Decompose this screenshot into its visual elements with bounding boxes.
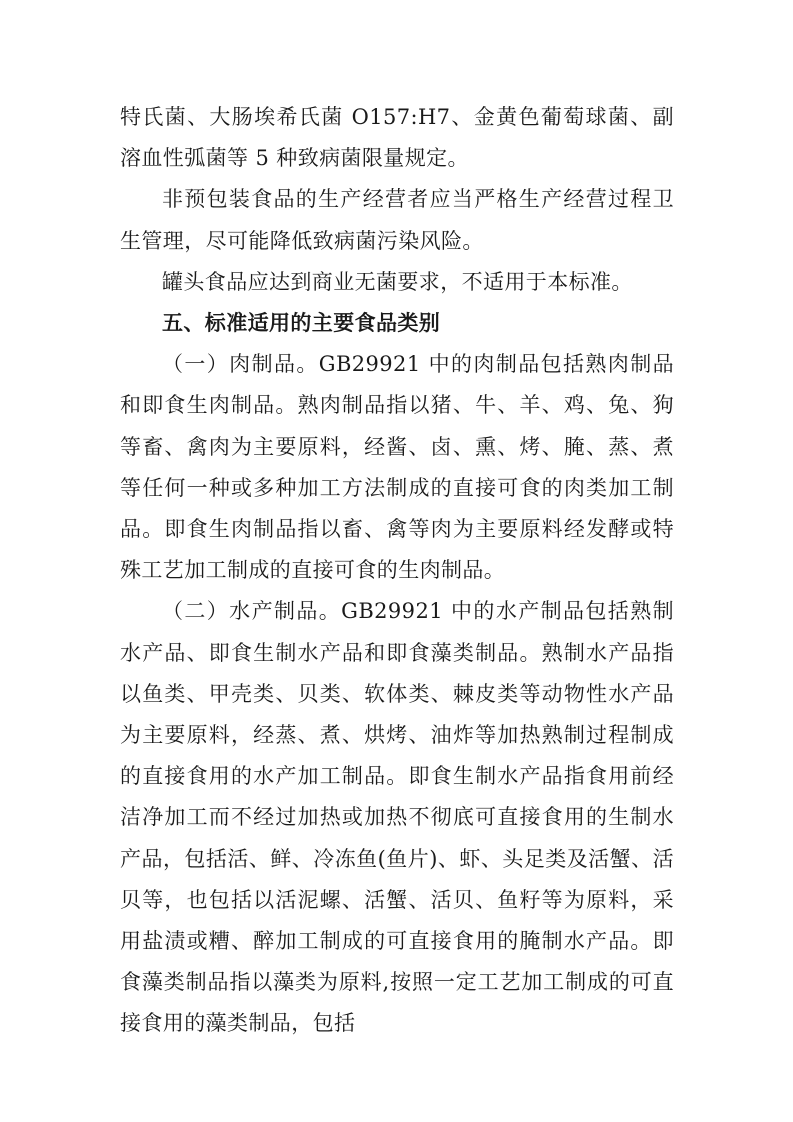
- paragraph-pathogen-list: 特氏菌、大肠埃希氏菌 O157:H7、金黄色葡萄球菌、副溶血性弧菌等 5 种致病菌限量规定。: [120, 105, 674, 171]
- section-heading: 五、标准适用的主要食品类别: [162, 311, 441, 336]
- document-body: [120, 97, 674, 1045]
- paragraph-canned-food: 罐头食品应达到商业无菌要求，不适用于本标准。: [162, 269, 633, 294]
- paragraph-meat-products: （一）肉制品。GB29921 中的肉制品包括熟肉制品和即食生肉制品。熟肉制品指以猪、牛、羊、鸡、兔、狗等畜、禽肉为主要原料，经酱、卤、熏、烤、腌、蒸、煮等任何一种或多种加工方法制成的直接可食的肉类加工制品。即食生肉制品指以畜、禽等肉为主要原料经发酵或特殊工艺加工制成的直接可食的生肉制品。: [120, 352, 674, 583]
- paragraph-aquatic-products: （二）水产制品。GB29921 中的水产制品包括熟制水产品、即食生制水产品和即食藻类制品。熟制水产品指以鱼类、甲壳类、贝类、软体类、棘皮类等动物性水产品为主要原料，经蒸、煮、烘烤、油炸等加热熟制过程制成的直接食用的水产加工制品。即食生制水产品指食用前经洁净加工而不经过加热或加热不彻底可直接食用的生制水产品，包括活、鲜、冷冻鱼(鱼片)、虾、头足类及活蟹、活贝等，也包括以活泥螺、活蟹、活贝、鱼籽等为原料，采用盐渍或糟、醉加工制成的可直接食用的腌制水产品。即食藻类制品指以藻类为原料,按照一定工艺加工制成的可直接食用的藻类制品，包括: [120, 599, 674, 1036]
- paragraph-non-prepackaged: 非预包装食品的生产经营者应当严格生产经营过程卫生管理，尽可能降低致病菌污染风险。: [120, 187, 674, 253]
